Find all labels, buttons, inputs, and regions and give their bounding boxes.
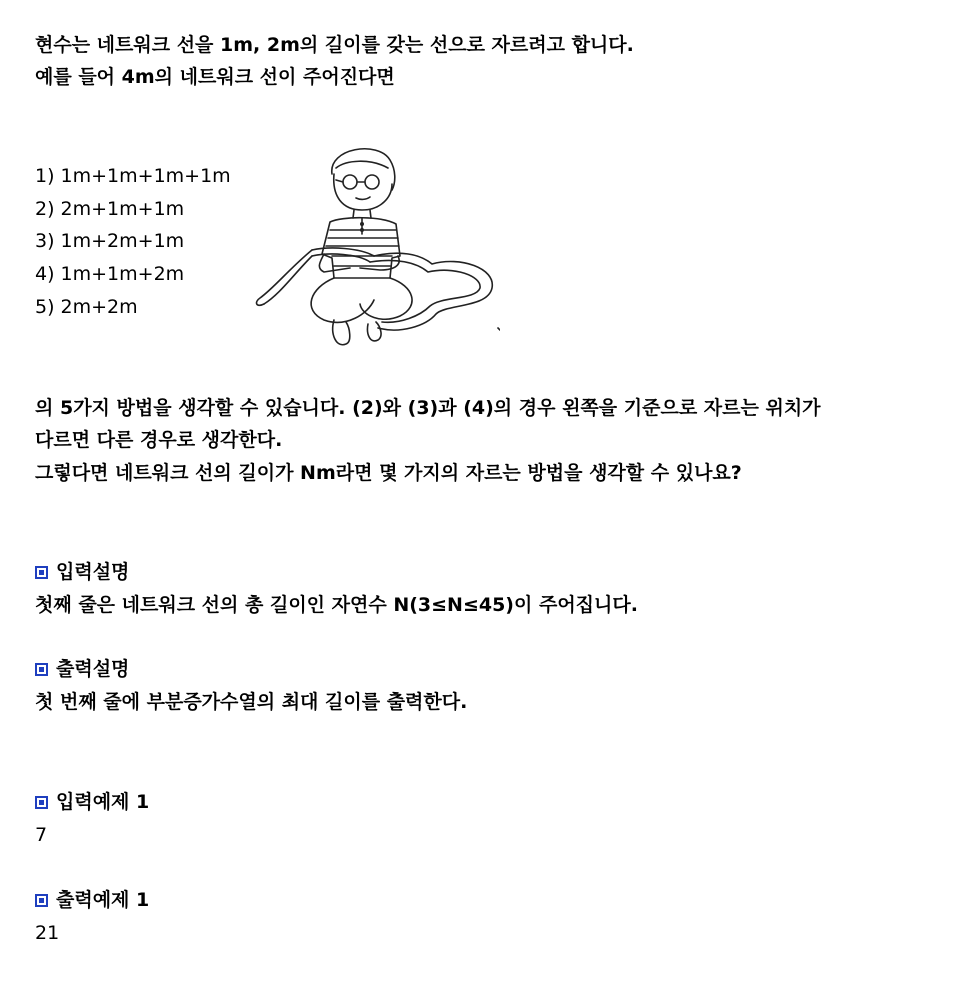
input-description-heading xyxy=(35,560,129,584)
input-example-value: 7 xyxy=(35,824,48,846)
description-line-2: 다르면 다른 경우로 생각한다. xyxy=(35,429,283,451)
output-example-heading xyxy=(35,888,149,912)
output-description-heading xyxy=(35,657,129,681)
input-example-heading-text: 입력예제 1 xyxy=(56,791,150,813)
input-example-heading xyxy=(35,790,149,814)
option-item: 3) 1m+2m+1m xyxy=(35,230,185,252)
intro-line-1: 현수는 네트워크 선을 1m, 2m의 길이를 갖는 선으로 자르려고 합니다. xyxy=(35,34,634,56)
option-item: 4) 1m+1m+2m xyxy=(35,263,185,285)
input-description-text: 첫째 줄은 네트워크 선의 총 길이인 자연수 N(3≤N≤45)이 주어집니다. xyxy=(35,594,638,616)
output-description-text: 첫 번째 줄에 부분증가수열의 최대 길이를 출력한다. xyxy=(35,691,468,713)
option-item: 1) 1m+1m+1m+1m xyxy=(35,165,231,187)
intro-line-2: 예를 들어 4m의 네트워크 선이 주어진다면 xyxy=(35,66,395,88)
output-example-heading-text: 출력예제 1 xyxy=(56,889,150,911)
person-cutting-cable-illustration xyxy=(250,138,500,356)
description-line-3: 그렇다면 네트워크 선의 길이가 Nm라면 몇 가지의 자르는 방법을 생각할 수 있나요? xyxy=(35,462,742,484)
output-description-heading-text: 출력설명 xyxy=(56,658,130,680)
square-bullet-icon xyxy=(35,796,48,809)
option-item: 2) 2m+1m+1m xyxy=(35,198,185,220)
square-bullet-icon xyxy=(35,894,48,907)
description-line-1: 의 5가지 방법을 생각할 수 있습니다. (2)와 (3)과 (4)의 경우 왼쪽을 기준으로 자르는 위치가 xyxy=(35,397,821,419)
output-example-value: 21 xyxy=(35,922,60,944)
square-bullet-icon xyxy=(35,566,48,579)
option-item: 5) 2m+2m xyxy=(35,296,138,318)
input-description-heading-text: 입력설명 xyxy=(56,561,130,583)
square-bullet-icon xyxy=(35,663,48,676)
